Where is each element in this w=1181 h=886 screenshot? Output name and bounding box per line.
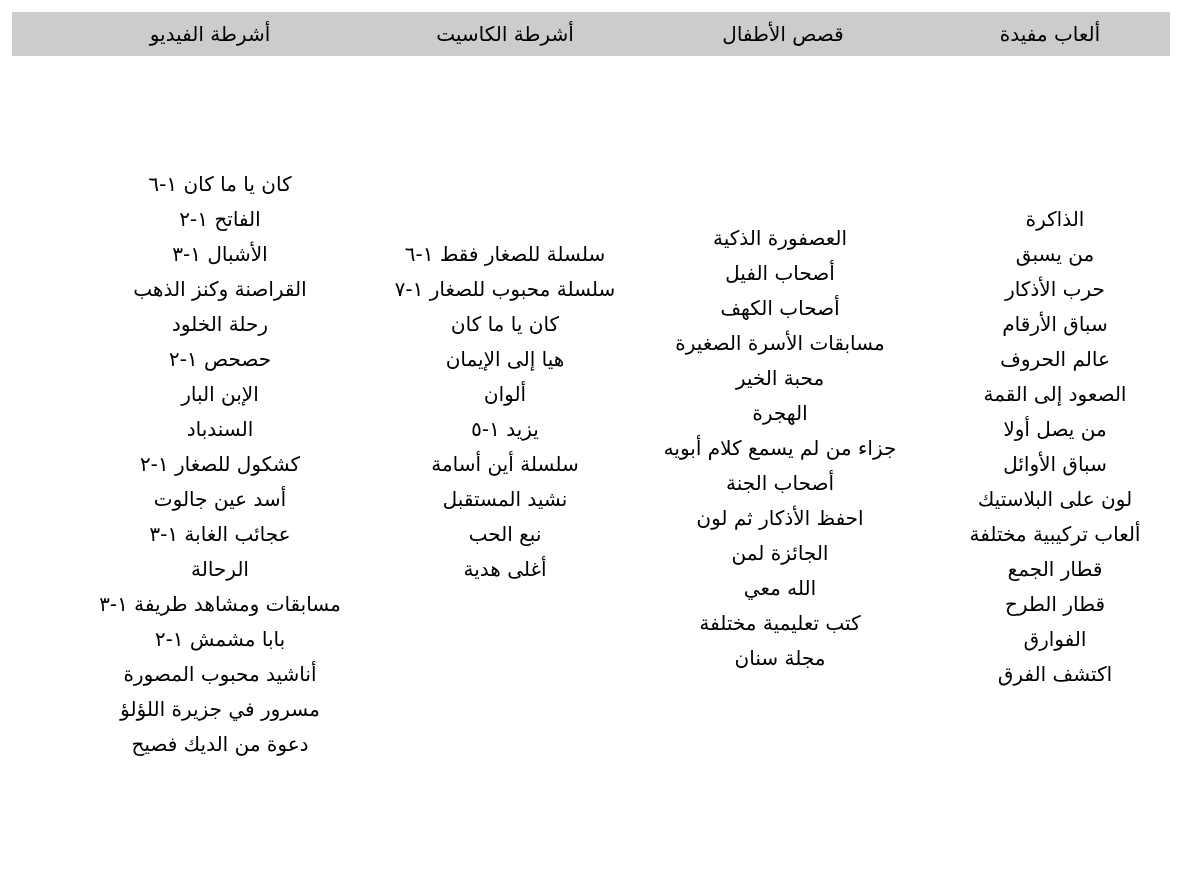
story-item: الهجرة: [752, 401, 808, 425]
story-item: مجلة سنان: [734, 646, 826, 670]
game-item: قطار الجمع: [1007, 557, 1103, 581]
video-item: بابا مشمش ١-٢: [154, 627, 286, 651]
game-item: لون على البلاستيك: [977, 487, 1133, 511]
video-item: الفاتح ١-٢: [179, 207, 261, 231]
videos-list: [50, 167, 390, 762]
video-item: حصحص ١-٢: [168, 347, 272, 371]
cassette-item: هيا إلى الإيمان: [445, 347, 565, 371]
story-item: أصحاب الجنة: [725, 471, 835, 495]
header-cassettes: أشرطة الكاسيت: [436, 22, 574, 46]
story-item: كتب تعليمية مختلفة: [699, 611, 861, 635]
cassette-item: سلسلة للصغار فقط ١-٦: [404, 242, 606, 266]
video-item: كشكول للصغار ١-٢: [139, 452, 301, 476]
story-item: مسابقات الأسرة الصغيرة: [675, 331, 885, 355]
cassette-item: ألوان: [483, 382, 527, 406]
game-item: اكتشف الفرق: [997, 662, 1113, 686]
video-item: مسابقات ومشاهد طريفة ١-٣: [99, 592, 341, 616]
games-list: [940, 202, 1170, 692]
game-item: الفوارق: [1023, 627, 1087, 651]
cassette-item: كان يا ما كان: [450, 312, 560, 336]
story-item: الجائزة لمن: [731, 541, 829, 565]
video-item: السندباد: [186, 417, 254, 441]
header-games: ألعاب مفيدة: [999, 22, 1101, 46]
game-item: ألعاب تركيبية مختلفة: [969, 522, 1141, 546]
video-item: أناشيد محبوب المصورة: [123, 662, 317, 686]
cassette-item: سلسلة محبوب للصغار ١-٧: [394, 277, 616, 301]
story-item: أصحاب الكهف: [720, 296, 840, 320]
game-item: عالم الحروف: [1000, 347, 1110, 371]
cassette-item: سلسلة أين أسامة: [431, 452, 579, 476]
game-item: الصعود إلى القمة: [983, 382, 1127, 406]
story-item: احفظ الأذكار ثم لون: [696, 506, 864, 530]
video-item: مسرور في جزيرة اللؤلؤ: [120, 697, 320, 721]
video-item: أسد عين جالوت: [153, 487, 287, 511]
video-item: كان يا ما كان ١-٦: [148, 172, 292, 196]
video-item: رحلة الخلود: [171, 312, 269, 336]
cassette-item: أغلى هدية: [463, 557, 547, 581]
story-item: العصفورة الذكية: [712, 226, 847, 250]
cassette-item: يزيد ١-٥: [471, 417, 539, 441]
video-item: القراصنة وكنز الذهب: [133, 277, 307, 301]
game-item: الذاكرة: [1025, 207, 1085, 231]
game-item: من يسبق: [1015, 242, 1095, 266]
video-item: عجائب الغابة ١-٣: [149, 522, 291, 546]
game-item: سباق الأوائل: [1003, 452, 1107, 476]
cassettes-list: [360, 237, 650, 587]
game-item: سباق الأرقام: [1002, 312, 1108, 336]
video-item: الرحالة: [191, 557, 249, 581]
story-item: الله معي: [743, 576, 817, 600]
video-item: دعوة من الديك فصيح: [131, 732, 309, 756]
header-bar: [12, 12, 1170, 56]
cassette-item: نشيد المستقبل: [442, 487, 568, 511]
game-item: حرب الأذكار: [1005, 277, 1105, 301]
story-item: أصحاب الفيل: [725, 261, 835, 285]
video-item: الأشبال ١-٣: [172, 242, 268, 266]
game-item: قطار الطرح: [1004, 592, 1106, 616]
cassette-item: نبع الحب: [468, 522, 542, 546]
game-item: من يصل أولا: [1003, 417, 1107, 441]
header-videos: أشرطة الفيديو: [149, 22, 271, 46]
story-item: محبة الخير: [735, 366, 825, 390]
header-stories: قصص الأطفال: [722, 22, 844, 46]
story-item: جزاء من لم يسمع كلام أبويه: [663, 436, 897, 460]
stories-list: [640, 221, 920, 676]
video-item: الإبن البار: [181, 382, 259, 406]
